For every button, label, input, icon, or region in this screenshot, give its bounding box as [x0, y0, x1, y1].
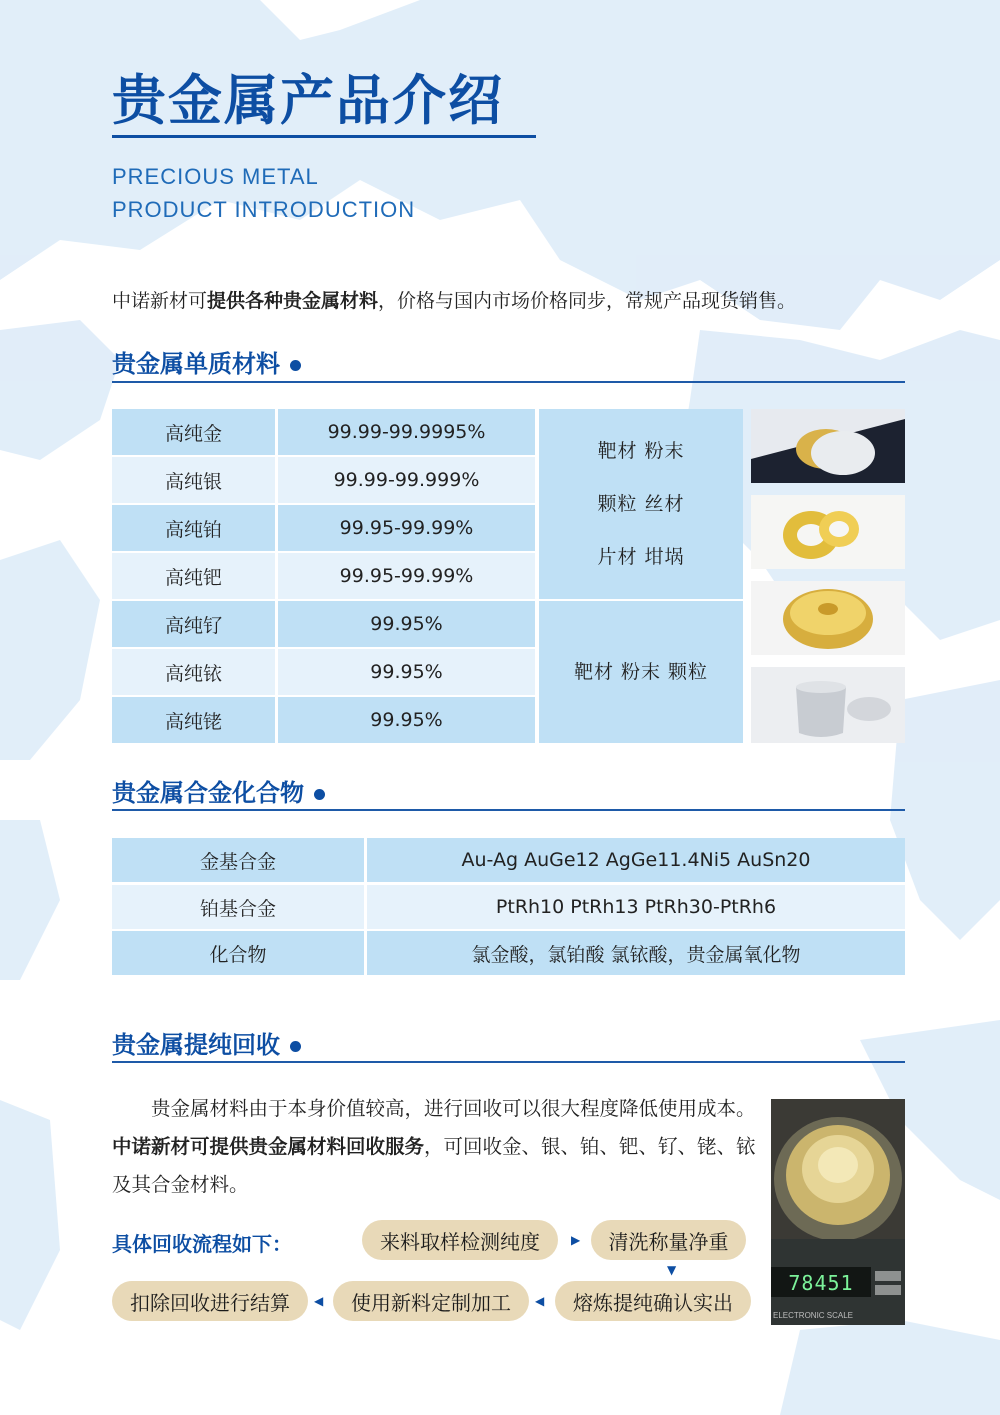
forms-line: 片材 坩埚: [597, 545, 685, 568]
flow-step-settlement: 扣除回收进行结算: [112, 1281, 308, 1321]
intro-text-2: ，价格与国内市场价格同步，常规产品现货销售。: [378, 290, 797, 312]
intro-paragraph: [112, 286, 796, 313]
section-rule: [112, 381, 905, 383]
alloy-name: 化合物: [112, 931, 364, 975]
recycling-text-bold: 中诺新材可提供贵金属材料回收服务: [112, 1135, 425, 1158]
alloy-value: Au-Ag AuGe12 AgGe11.4Ni5 AuSn20: [367, 838, 905, 882]
alloy-value: 氯金酸，氯铂酸 氯铱酸，贵金属氧化物: [367, 931, 905, 975]
alloy-name: 铂基合金: [112, 885, 364, 929]
page-title: 贵金属产品介绍: [112, 69, 504, 132]
product-photo-rings: [751, 495, 905, 569]
section-title-text: 贵金属合金化合物: [112, 779, 304, 807]
section-rule: [112, 809, 905, 811]
flow-step-processing: 使用新料定制加工: [333, 1281, 529, 1321]
recycling-text-2: ，可回收金、银、铂、钯、钌、铑、铱及其合金材料。: [112, 1135, 756, 1196]
table-cell-name: 高纯铑: [112, 697, 275, 743]
section-title-pure-metals: [112, 344, 301, 379]
arrow-down-icon: ▼: [667, 1263, 677, 1277]
table-cell-name: 高纯金: [112, 409, 275, 455]
table-cell-purity: 99.95-99.99%: [278, 505, 535, 551]
page-subtitle-en: [112, 160, 415, 226]
flow-step-weighing: 清洗称量净重: [591, 1220, 746, 1260]
arrow-right-icon: ▶: [571, 1233, 581, 1247]
flow-step-smelting: 熔炼提纯确认实出: [555, 1281, 751, 1321]
section-title-text: 贵金属提纯回收: [112, 1031, 280, 1059]
forms-line: 颗粒 丝材: [597, 492, 685, 515]
product-photo-crucible: [751, 667, 905, 743]
recycling-scale-photo: [771, 1099, 905, 1325]
table-cell-name: 高纯钯: [112, 553, 275, 599]
subtitle-line-2: PRODUCT INTRODUCTION: [112, 197, 416, 222]
intro-text-bold: 提供各种贵金属材料: [207, 290, 379, 312]
alloy-value: PtRh10 PtRh13 PtRh30-PtRh6: [367, 885, 905, 929]
table-row: [112, 931, 905, 975]
table-cell-purity: 99.95%: [278, 601, 535, 647]
bullet-dot-icon: [290, 360, 301, 371]
table-row: [112, 885, 905, 929]
table-cell-name: 高纯银: [112, 457, 275, 503]
arrow-left-icon: ◀: [314, 1294, 324, 1308]
section-title-text: 贵金属单质材料: [112, 350, 280, 378]
title-underline: [112, 135, 536, 138]
table-cell-name: 高纯钌: [112, 601, 275, 647]
intro-text-1: 中诺新材可: [112, 290, 208, 312]
table-cell-purity: 99.99-99.999%: [278, 457, 535, 503]
product-photo-disc: [751, 581, 905, 655]
arrow-left-icon: ◀: [535, 1294, 545, 1308]
subtitle-line-1: PRECIOUS METAL: [112, 164, 319, 189]
table-cell-purity: 99.99-99.9995%: [278, 409, 535, 455]
section-rule: [112, 1061, 905, 1063]
forms-line: 靶材 粉末: [597, 439, 685, 462]
forms-cell-group-2: [539, 601, 743, 743]
table-cell-purity: 99.95%: [278, 649, 535, 695]
forms-line: 靶材 粉末 颗粒: [573, 660, 709, 683]
table-row: [112, 838, 905, 882]
product-photo-targets: [751, 409, 905, 483]
section-title-recycling: [112, 1025, 301, 1060]
alloy-name: 金基合金: [112, 838, 364, 882]
forms-cell-group-1: [539, 409, 743, 599]
scale-brand: ELECTRONIC SCALE: [773, 1311, 854, 1320]
table-cell-name: 高纯铱: [112, 649, 275, 695]
table-cell-name: 高纯铂: [112, 505, 275, 551]
flow-label: 具体回收流程如下：: [112, 1232, 292, 1256]
table-cell-purity: 99.95-99.99%: [278, 553, 535, 599]
bullet-dot-icon: [314, 789, 325, 800]
recycling-paragraph: [112, 1090, 762, 1204]
table-cell-purity: 99.95%: [278, 697, 535, 743]
flow-step-sampling: 来料取样检测纯度: [362, 1220, 558, 1260]
recycling-text-1: 贵金属材料由于本身价值较高，进行回收可以很大程度降低使用成本。: [151, 1097, 756, 1120]
section-title-alloys: [112, 773, 325, 808]
scale-display: 78451: [788, 1271, 854, 1295]
bullet-dot-icon: [290, 1041, 301, 1052]
